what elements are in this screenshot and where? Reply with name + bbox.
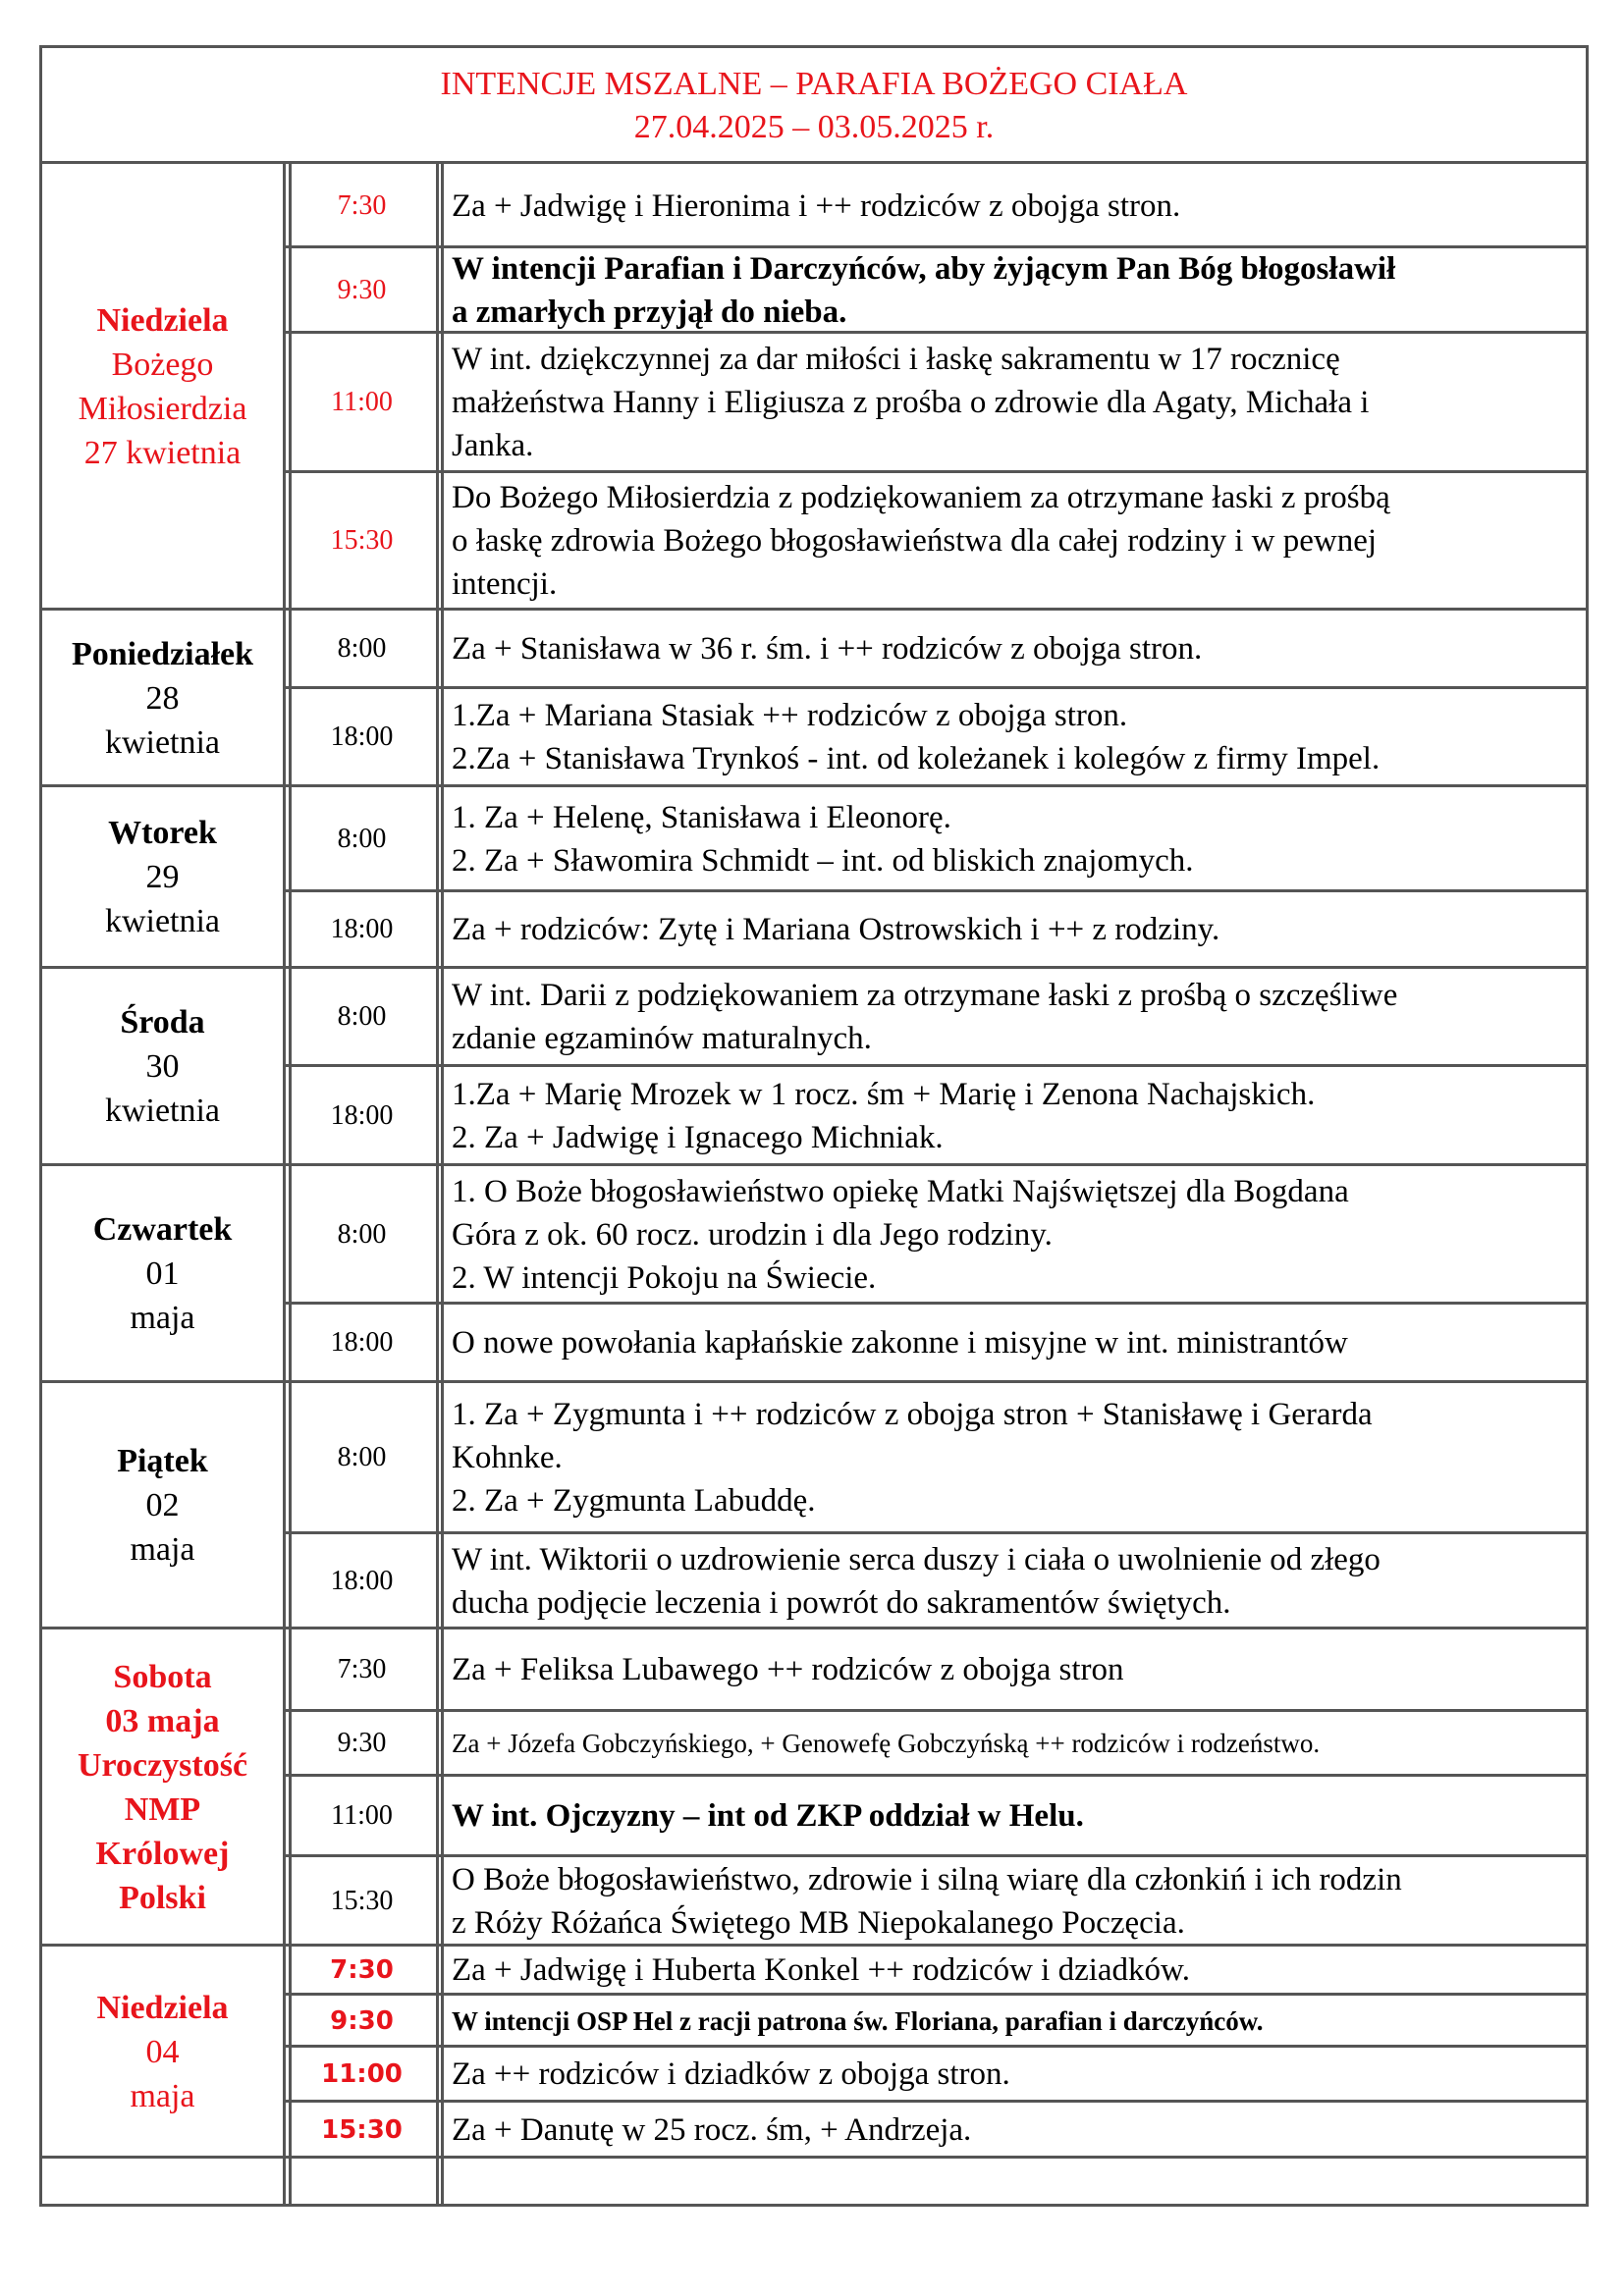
intention-line: małżeństwa Hanny i Eligiusza z prośba o zdrowie dla Agaty, Michała i	[452, 385, 1370, 420]
day-date: kwietnia	[104, 723, 221, 761]
mass-intention	[438, 247, 1586, 333]
mass-intention	[438, 1382, 1586, 1533]
mass-intention	[438, 1165, 1586, 1304]
day-date: maja	[130, 1531, 195, 1568]
mass-row	[286, 1995, 1586, 2047]
mass-time: 9:30	[337, 274, 387, 305]
intention-line: W int. Wiktorii o uzdrowienie serca duszy i ciała o uwolnienie od złego	[452, 1541, 1380, 1577]
mass-intention	[438, 1533, 1586, 1629]
intention-line: o łaskę zdrowia Bożego błogosławieństwa dla całej rodziny i w pewnej	[452, 523, 1378, 559]
day-date: 04	[145, 2033, 180, 2070]
day-name: Niedziela	[96, 302, 229, 339]
mass-time: 15:30	[321, 2114, 403, 2145]
intentions-table	[39, 45, 1589, 2207]
mass-time: 7:30	[330, 1955, 394, 1985]
day-date: 02	[145, 1487, 180, 1523]
day-date: kwietnia	[104, 1093, 221, 1129]
mass-intention	[438, 2047, 1586, 2102]
mass-intention	[438, 1995, 1586, 2047]
intention-line: 2. Za + Sławomira Schmidt – int. od bliskich znajomych.	[452, 842, 1194, 879]
mass-row	[286, 1382, 1586, 1533]
mass-row	[286, 1946, 1586, 1995]
day-date: kwietnia	[104, 903, 221, 939]
day-date: maja	[130, 1300, 195, 1336]
mass-intention	[438, 968, 1586, 1066]
day-date: 29	[145, 859, 180, 895]
mass-intention	[438, 1711, 1586, 1776]
intention-line: Janka.	[452, 428, 534, 463]
divider	[289, 164, 292, 2204]
mass-intention	[438, 1946, 1586, 1995]
intention-line: a zmarłych przyjął do nieba.	[452, 294, 847, 330]
mass-time: 18:00	[330, 1327, 394, 1358]
mass-time: 8:00	[337, 633, 387, 664]
mass-row	[286, 247, 1586, 333]
day-name: Czwartek	[92, 1211, 233, 1248]
mass-row	[286, 786, 1586, 891]
intention-line: 1. Za + Helenę, Stanisława i Eleonorę.	[452, 799, 951, 835]
mass-time: 9:30	[337, 1728, 387, 1758]
divider	[283, 164, 286, 2204]
mass-intention	[438, 610, 1586, 688]
mass-row	[286, 333, 1586, 472]
intention-line: intencji.	[452, 566, 558, 602]
mass-time: 8:00	[337, 823, 387, 854]
intention-line: W int. dziękczynnej za dar miłości i łaskę sakramentu w 17 rocznicę	[452, 342, 1340, 377]
intention-line: W intencji Parafian i Darczyńców, aby żyjącym Pan Bóg błogosławił	[452, 250, 1396, 287]
day-date: 03 maja	[105, 1702, 220, 1739]
day-cell	[42, 1382, 283, 1629]
day-cell	[42, 164, 283, 610]
mass-time: 18:00	[330, 721, 394, 752]
mass-time: 18:00	[330, 1099, 394, 1131]
mass-time: 9:30	[330, 2005, 394, 2036]
mass-intention	[438, 786, 1586, 891]
day-name: Niedziela	[96, 1989, 229, 2026]
mass-row	[286, 472, 1586, 610]
mass-row	[286, 1776, 1586, 1856]
intention-line: Góra z ok. 60 rocz. urodzin i dla Jego rodziny.	[452, 1216, 1053, 1253]
day-name: Sobota	[113, 1658, 212, 1695]
mass-time: 7:30	[337, 189, 387, 221]
day-cell	[42, 968, 283, 1165]
day-cell	[42, 610, 283, 786]
day-name: Wtorek	[108, 815, 217, 851]
intention-line: 2. Za + Jadwigę i Ignacego Michniak.	[452, 1119, 944, 1155]
day-date: Polski	[119, 1879, 206, 1916]
intention-line: Za + Danutę w 25 rocz. śm, + Andrzeja.	[452, 2111, 972, 2148]
day-date: 30	[145, 1048, 180, 1085]
mass-intention	[438, 2102, 1586, 2158]
day-date: Uroczystość	[77, 1746, 248, 1784]
intention-line: 1.Za + Marię Mrozek w 1 rocz. śm + Marię i Zenona Nachajskich.	[452, 1076, 1316, 1112]
mass-time: 15:30	[330, 1885, 394, 1916]
mass-row	[286, 1533, 1586, 1629]
intention-line: 1. Za + Zygmunta i ++ rodziców z obojga stron + Stanisławę i Gerarda	[452, 1397, 1373, 1432]
intention-line: 1. O Boże błogosławieństwo opiekę Matki Najświętszej dla Bogdana	[452, 1173, 1349, 1209]
divider	[436, 164, 439, 2204]
mass-time: 8:00	[337, 1001, 387, 1032]
mass-time: 15:30	[330, 525, 394, 556]
intention-line: Kohnke.	[452, 1440, 563, 1475]
mass-row	[286, 2047, 1586, 2102]
divider	[286, 2156, 1586, 2159]
intention-line: W int. Darii z podziękowaniem za otrzymane łaski z prośbą o szczęśliwe	[452, 978, 1398, 1013]
mass-time: 11:00	[331, 1800, 393, 1831]
mass-row	[286, 688, 1586, 786]
mass-time: 7:30	[337, 1654, 387, 1684]
mass-time: 11:00	[331, 387, 393, 417]
mass-intention	[438, 472, 1586, 610]
day-date: Królowej	[95, 1835, 230, 1872]
intention-line: 1.Za + Mariana Stasiak ++ rodziców z obojga stron.	[452, 698, 1128, 733]
day-cell	[42, 1629, 283, 1946]
intention-line: Za + Jadwigę i Huberta Konkel ++ rodziców i dziadków.	[452, 1952, 1190, 1988]
intention-line: zdanie egzaminów maturalnych.	[452, 1021, 872, 1056]
day-name: Środa	[120, 1004, 205, 1041]
intention-line: W int. Ojczyzny – int od ZKP oddział w Helu.	[452, 1798, 1084, 1834]
intention-line: O nowe powołania kapłańskie zakonne i misyjne w int. ministrantów	[452, 1325, 1348, 1361]
mass-row	[286, 610, 1586, 688]
mass-intention	[438, 164, 1586, 247]
intention-line: Za + Feliksa Lubawego ++ rodziców z obojga stron	[452, 1652, 1124, 1687]
intention-line: Za ++ rodziców i dziadków z obojga stron.	[452, 2056, 1010, 2092]
day-date: 01	[145, 1255, 180, 1292]
intention-line: O Boże błogosławieństwo, zdrowie i silną wiarę dla członkiń i ich rodzin	[452, 1861, 1402, 1897]
mass-row	[286, 1856, 1586, 1946]
day-date: NMP	[124, 1790, 201, 1828]
mass-intention	[438, 1776, 1586, 1856]
mass-intention	[438, 333, 1586, 472]
mass-time: 11:00	[321, 2059, 403, 2089]
day-date: maja	[130, 2077, 195, 2114]
mass-row	[286, 164, 1586, 247]
mass-intention	[438, 1629, 1586, 1711]
mass-time: 8:00	[337, 1442, 387, 1472]
table-header	[42, 48, 1586, 164]
day-date: 27 kwietnia	[83, 435, 242, 471]
intention-line: 2. W intencji Pokoju na Świecie.	[452, 1259, 877, 1296]
mass-row	[286, 1629, 1586, 1711]
mass-row	[286, 968, 1586, 1066]
day-date: 28	[145, 679, 180, 717]
mass-intention	[438, 891, 1586, 968]
intention-line: z Róży Różańca Świętego MB Niepokalanego Poczęcia.	[452, 1904, 1185, 1941]
day-name: Poniedziałek	[71, 635, 254, 672]
day-cell	[42, 786, 283, 968]
intention-line: Za + Jadwigę i Hieronima i ++ rodziców z obojga stron.	[452, 187, 1181, 224]
intention-line: Do Bożego Miłosierdzia z podziękowaniem za otrzymane łaski z prośbą	[452, 480, 1390, 515]
day-cell	[42, 1946, 283, 2158]
day-date: Bożego	[111, 347, 214, 383]
mass-row	[286, 2102, 1586, 2158]
mass-time: 18:00	[330, 1565, 394, 1596]
day-cell	[42, 1165, 283, 1382]
intention-line: Za + Józefa Gobczyńskiego, + Genowefę Gobczyńską ++ rodziców i rodzeństwo.	[452, 1729, 1321, 1758]
page-title: INTENCJE MSZALNE – PARAFIA BOŻEGO CIAŁA	[440, 66, 1188, 102]
mass-row	[286, 1165, 1586, 1304]
date-range: 27.04.2025 – 03.05.2025 r.	[633, 109, 995, 145]
mass-intention	[438, 1856, 1586, 1946]
intention-line: W intencji OSP Hel z racji patrona św. Floriana, parafian i darczyńców.	[452, 2005, 1264, 2036]
intention-line: Za + Stanisława w 36 r. śm. i ++ rodziców z obojga stron.	[452, 631, 1203, 667]
intention-line: 2.Za + Stanisława Trynkoś - int. od koleżanek i kolegów z firmy Impel.	[452, 741, 1380, 776]
intention-line: ducha podjęcie leczenia i powrót do sakramentów świętych.	[452, 1584, 1231, 1621]
day-date: Miłosierdzia	[78, 391, 247, 427]
mass-intention	[438, 688, 1586, 786]
mass-row	[286, 1711, 1586, 1776]
mass-row	[286, 891, 1586, 968]
mass-time: 8:00	[337, 1218, 387, 1250]
mass-time: 18:00	[330, 914, 394, 944]
mass-intention	[438, 1066, 1586, 1165]
intention-line: 2. Za + Zygmunta Labuddę.	[452, 1483, 816, 1519]
divider	[441, 164, 444, 2204]
intention-line: Za + rodziców: Zytę i Mariana Ostrowskich i ++ z rodziny.	[452, 912, 1220, 947]
mass-row	[286, 1066, 1586, 1165]
day-name: Piątek	[117, 1443, 208, 1479]
mass-row	[286, 1304, 1586, 1382]
mass-intention	[438, 1304, 1586, 1382]
